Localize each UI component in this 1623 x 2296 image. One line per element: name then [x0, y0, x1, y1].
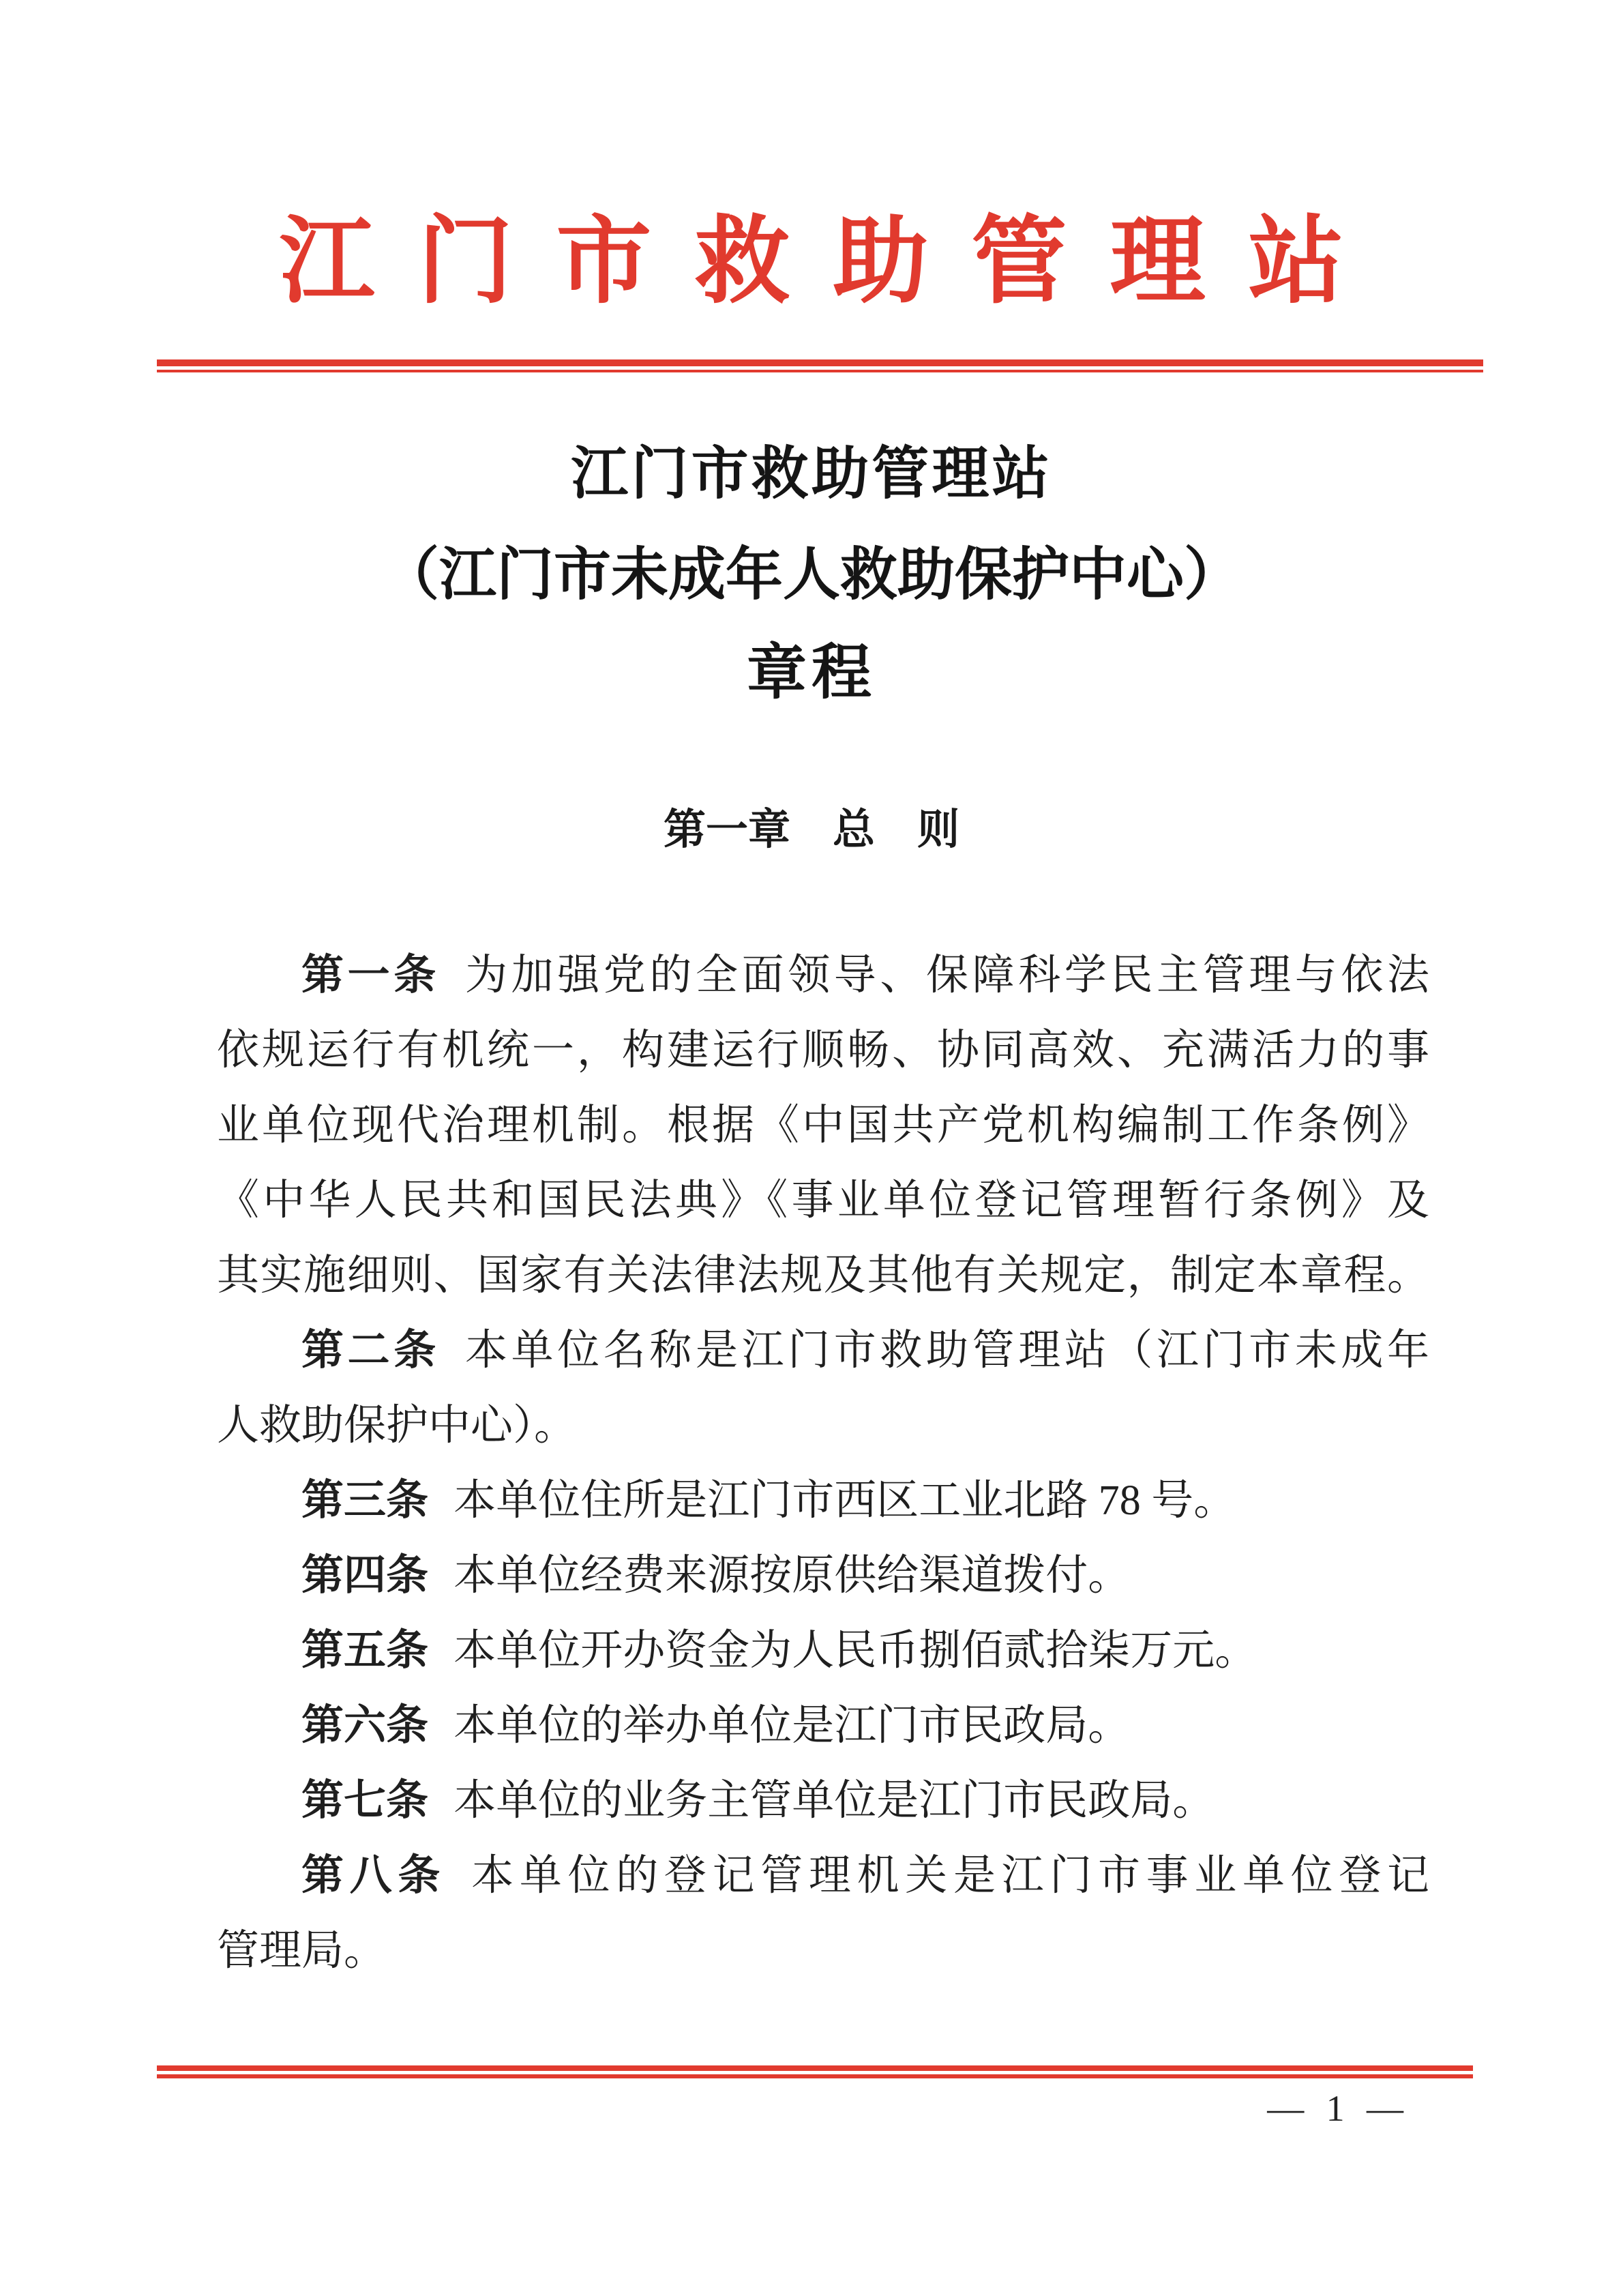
- body-line: [217, 1688, 1429, 1763]
- article-label: 第六条: [301, 1702, 429, 1749]
- article-text: 本单位住所是江门市西区工业北路 78 号。: [453, 1477, 1236, 1524]
- article-label: 第八条: [301, 1852, 447, 1899]
- header-double-rule: [157, 359, 1483, 372]
- article-text: 本单位经费来源按原供给渠道拨付。: [453, 1552, 1131, 1599]
- body-line: [217, 1913, 1429, 1988]
- article-text: 业单位现代治理机制。根据《中国共产党机构编制工作条例》: [217, 1102, 1429, 1149]
- article-label: 第五条: [301, 1627, 429, 1674]
- doc-title-line3: 章程: [746, 641, 877, 707]
- page-number: — 1 —: [1267, 2088, 1403, 2129]
- body-line: [217, 938, 1429, 1013]
- article-text: 本单位的业务主管单位是江门市民政局。: [453, 1778, 1215, 1824]
- article-text: 其实施细则、国家有关法律法规及其他有关规定，制定本章程。: [217, 1252, 1429, 1299]
- article-text: 本单位名称是江门市救助管理站（江门市未成年: [465, 1327, 1429, 1374]
- body-line: [217, 1538, 1429, 1613]
- article-label: 第三条: [301, 1477, 429, 1524]
- article-text: 依规运行有机统一，构建运行顺畅、协同高效、充满活力的事: [217, 1027, 1429, 1074]
- article-label: 第四条: [301, 1552, 429, 1599]
- chapter-heading: 第一章 总 则: [663, 806, 959, 853]
- doc-title-line1: 江门市救助管理站: [571, 443, 1052, 506]
- body-line: [217, 1763, 1429, 1838]
- doc-title-line2: （江门市未成年人救助保护中心）: [381, 544, 1241, 607]
- article-text: 人救助保护中心）。: [217, 1402, 577, 1449]
- body-line: [217, 1163, 1429, 1238]
- article-text: 本单位开办资金为人民币捌佰贰拾柒万元。: [453, 1628, 1257, 1674]
- body-line: [217, 1838, 1429, 1913]
- body-line: [217, 1013, 1429, 1088]
- footer-double-rule: [157, 2065, 1473, 2078]
- article-text: 《中华人民共和国民法典》《事业单位登记管理暂行条例》及: [217, 1177, 1429, 1224]
- letterhead-title: 江门市救助管理站: [279, 209, 1387, 315]
- body-line: [217, 1463, 1429, 1538]
- body-line: [217, 1613, 1429, 1688]
- body-line: [217, 1313, 1429, 1388]
- body-line: [217, 1088, 1429, 1163]
- body-line: [217, 1238, 1429, 1313]
- body-line: [217, 1388, 1429, 1463]
- article-text: 本单位的登记管理机关是江门市事业单位登记: [471, 1853, 1429, 1899]
- article-text: 本单位的举办单位是江门市民政局。: [453, 1703, 1131, 1749]
- article-label: 第一条: [301, 952, 440, 999]
- body-text: [217, 938, 1429, 1988]
- article-label: 第二条: [301, 1327, 440, 1374]
- article-text: 管理局。: [217, 1928, 387, 1974]
- article-text: 为加强党的全面领导、保障科学民主管理与依法: [465, 952, 1429, 999]
- article-label: 第七条: [301, 1777, 429, 1824]
